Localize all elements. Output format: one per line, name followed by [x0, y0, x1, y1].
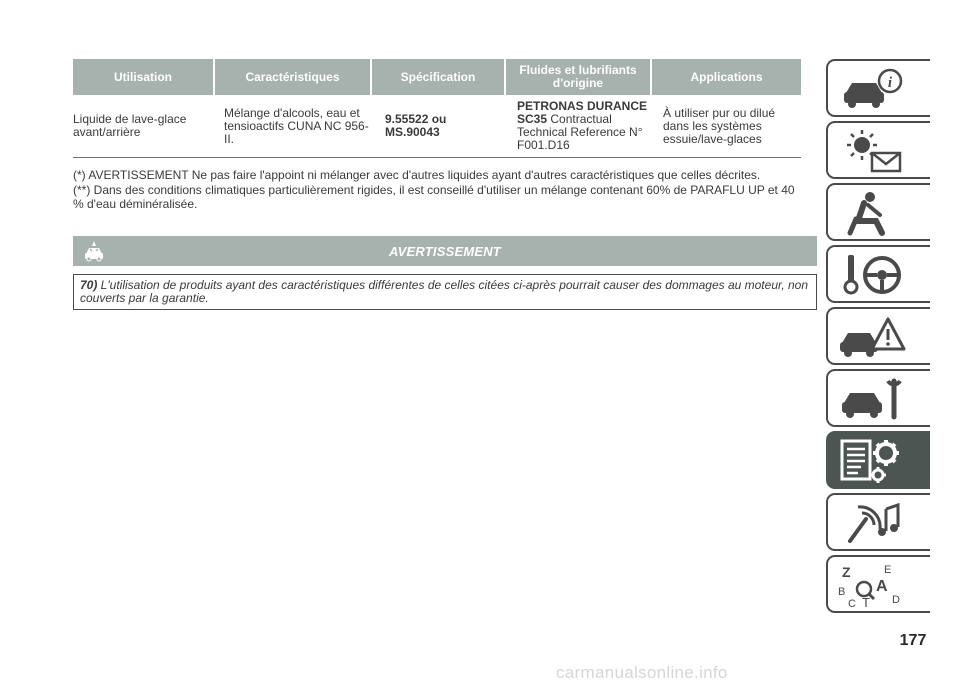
tab-technical-data[interactable] [826, 431, 930, 489]
cell-usage: Liquide de lave-glace avant/arrière [73, 95, 214, 158]
tab-emergency[interactable] [826, 307, 930, 365]
car-info-icon [836, 65, 908, 113]
svg-text:E: E [884, 564, 892, 576]
tab-starting[interactable] [826, 245, 930, 303]
warning-text: L'utilisation de produits ayant des caractéristiques différentes de celles citées ci-après pourrait causer des dommages au moteur, non couverts par la garantie. [80, 278, 809, 305]
tab-car-info[interactable] [826, 59, 930, 117]
key-steering-icon [836, 251, 908, 299]
svg-text:D: D [892, 594, 900, 606]
svg-text:Z: Z [842, 564, 851, 580]
car-wrench-icon [836, 375, 908, 423]
table-header-row [73, 59, 801, 95]
seat-airbag-icon [836, 189, 908, 237]
spec-gears-icon [836, 437, 908, 485]
watermark: carmanualsonline.info [556, 663, 728, 682]
header-specification: Spécification [371, 59, 505, 95]
header-applications: Applications [651, 59, 801, 95]
cell-fluids [505, 95, 651, 158]
warning-header [73, 236, 817, 266]
header-fluids: Fluides et lubrifiants d'origine [505, 59, 651, 95]
footnotes [73, 168, 803, 212]
tab-index[interactable] [826, 555, 930, 613]
spec-table [73, 59, 801, 158]
cell-applications: À utiliser pur ou dilué dans les systèmes essuie/lave-glaces [651, 95, 801, 158]
tab-lights[interactable] [826, 121, 930, 179]
svg-text:A: A [876, 578, 888, 595]
media-icon [836, 499, 908, 547]
tab-maintenance[interactable] [826, 369, 930, 427]
header-usage: Utilisation [73, 59, 214, 95]
svg-text:B: B [838, 586, 846, 598]
page-number: 177 [899, 632, 927, 649]
fluid-reference: Contractual Technical Reference N° F001.D16 [517, 112, 643, 152]
svg-text:C: C [848, 598, 856, 609]
warning-title: AVERTISSEMENT [389, 244, 501, 259]
footnote-1: (*) AVERTISSEMENT Ne pas faire l'appoint ni mélanger avec d'autres liquides ayant d'autres caractéristiques que celles décrites. [73, 168, 761, 182]
cell-characteristics: Mélange d'alcools, eau et tensioactifs CUNA NC 956-II. [214, 95, 371, 158]
warning-body [73, 274, 817, 310]
svg-text:T: T [862, 595, 870, 609]
index-letters-icon [836, 561, 908, 609]
svg-text:i: i [887, 75, 893, 91]
footnote-2: (**) Dans des conditions climatiques particulièrement rigides, il est conseillé d'utiliser un mélange contenant 60% de PARAFLU UP et 40 % d'eau déminéralisée. [73, 182, 795, 211]
cell-specification: 9.55522 ou MS.90043 [371, 95, 505, 158]
chapter-tabs [826, 0, 960, 683]
header-characteristics: Caractéristiques [214, 59, 371, 95]
tab-multimedia[interactable] [826, 493, 930, 551]
fluid-brand: PETRONAS DURANCE SC35 [517, 99, 648, 126]
car-warning-icon [836, 313, 908, 361]
tab-safety[interactable] [826, 183, 930, 241]
warning-ref: 70) [80, 278, 98, 292]
lights-envelope-icon [836, 127, 908, 175]
table-row [73, 95, 801, 158]
